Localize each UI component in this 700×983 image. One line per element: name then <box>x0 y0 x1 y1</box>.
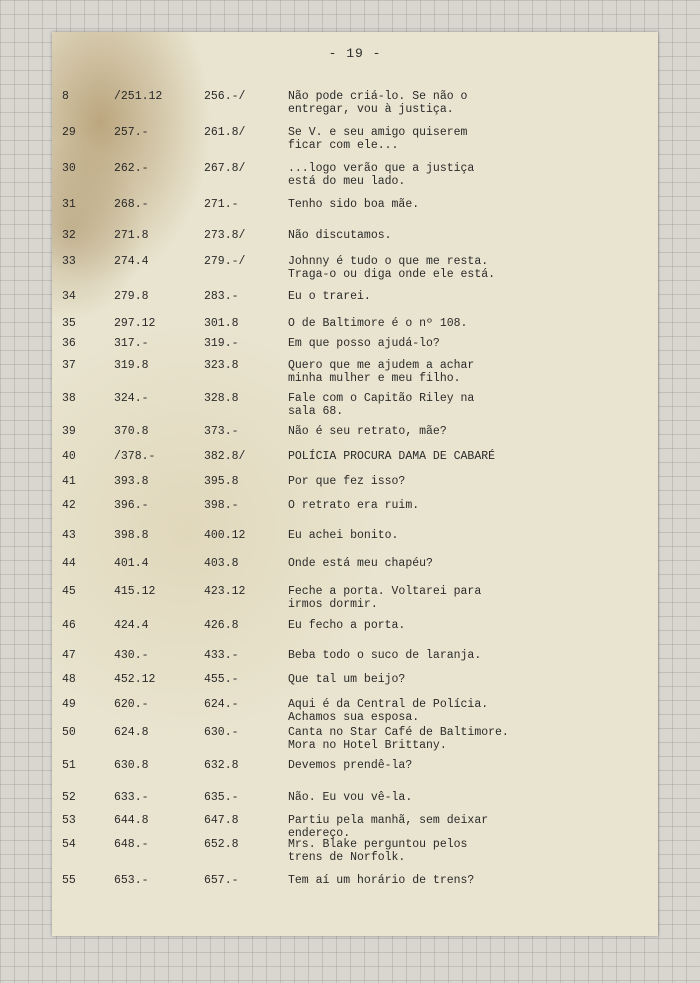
time-in: /251.12 <box>114 90 163 103</box>
subtitle-line: Feche a porta. Voltarei para <box>288 585 482 598</box>
time-out: 256.-/ <box>204 90 246 103</box>
subtitle-number: 30 <box>62 162 76 175</box>
time-in: 271.8 <box>114 229 149 242</box>
subtitle-text <box>288 126 648 152</box>
subtitle-text <box>288 649 648 662</box>
subtitle-line: Eu o trarei. <box>288 290 371 303</box>
time-in: 257.- <box>114 126 149 139</box>
subtitle-number: 38 <box>62 392 76 405</box>
subtitle-text <box>288 557 648 570</box>
time-in: 396.- <box>114 499 149 512</box>
time-out: 433.- <box>204 649 239 662</box>
subtitle-text <box>288 529 648 542</box>
subtitle-line: Não pode criá-lo. Se não o <box>288 90 468 103</box>
subtitle-number: 39 <box>62 425 76 438</box>
time-in: 274.4 <box>114 255 149 268</box>
subtitle-line: Partiu pela manhã, sem deixar <box>288 814 489 827</box>
subtitle-number: 55 <box>62 874 76 887</box>
time-out: 323.8 <box>204 359 239 372</box>
subtitle-line: ficar com ele... <box>288 139 399 152</box>
time-out: 400.12 <box>204 529 246 542</box>
subtitle-text <box>288 290 648 303</box>
subtitle-number: 47 <box>62 649 76 662</box>
time-in: 633.- <box>114 791 149 804</box>
subtitle-line: Que tal um beijo? <box>288 673 406 686</box>
subtitle-number: 53 <box>62 814 76 827</box>
subtitle-number: 36 <box>62 337 76 350</box>
time-in: 279.8 <box>114 290 149 303</box>
subtitle-number: 45 <box>62 585 76 598</box>
subtitle-number: 29 <box>62 126 76 139</box>
time-in: 370.8 <box>114 425 149 438</box>
subtitle-line: sala 68. <box>288 405 344 418</box>
subtitle-text <box>288 450 648 463</box>
subtitle-number: 33 <box>62 255 76 268</box>
subtitle-line: Quero que me ajudem a achar <box>288 359 475 372</box>
subtitle-number: 40 <box>62 450 76 463</box>
subtitle-line: Por que fez isso? <box>288 475 406 488</box>
time-in: 644.8 <box>114 814 149 827</box>
subtitle-text <box>288 162 648 188</box>
subtitle-line: Eu achei bonito. <box>288 529 399 542</box>
subtitle-line: está do meu lado. <box>288 175 406 188</box>
subtitle-text <box>288 698 648 724</box>
subtitle-line: Se V. e seu amigo quiserem <box>288 126 468 139</box>
time-in: 653.- <box>114 874 149 887</box>
time-in: 324.- <box>114 392 149 405</box>
subtitle-text <box>288 585 648 611</box>
time-out: 261.8/ <box>204 126 246 139</box>
subtitle-number: 43 <box>62 529 76 542</box>
time-out: 279.-/ <box>204 255 246 268</box>
time-out: 395.8 <box>204 475 239 488</box>
subtitle-line: Tenho sido boa mãe. <box>288 198 420 211</box>
subtitle-line: Não discutamos. <box>288 229 392 242</box>
subtitle-number: 44 <box>62 557 76 570</box>
subtitle-number: 52 <box>62 791 76 804</box>
time-out: 301.8 <box>204 317 239 330</box>
subtitle-text <box>288 317 648 330</box>
time-out: 657.- <box>204 874 239 887</box>
time-in: 630.8 <box>114 759 149 772</box>
subtitle-number: 54 <box>62 838 76 851</box>
subtitle-text <box>288 392 648 418</box>
subtitle-text <box>288 673 648 686</box>
subtitle-text <box>288 359 648 385</box>
time-in: 452.12 <box>114 673 156 686</box>
subtitle-text <box>288 499 648 512</box>
subtitle-line: Aqui é da Central de Polícia. <box>288 698 489 711</box>
time-out: 271.- <box>204 198 239 211</box>
time-out: 632.8 <box>204 759 239 772</box>
time-in: 415.12 <box>114 585 156 598</box>
subtitle-line: Johnny é tudo o que me resta. <box>288 255 489 268</box>
time-out: 423.12 <box>204 585 246 598</box>
subtitle-text <box>288 475 648 488</box>
subtitle-line: trens de Norfolk. <box>288 851 406 864</box>
time-out: 273.8/ <box>204 229 246 242</box>
subtitle-line: endereço. <box>288 827 351 840</box>
subtitle-line: Traga-o ou diga onde ele está. <box>288 268 496 281</box>
time-in: 398.8 <box>114 529 149 542</box>
subtitle-number: 34 <box>62 290 76 303</box>
subtitle-line: Devemos prendê-la? <box>288 759 413 772</box>
time-out: 455.- <box>204 673 239 686</box>
subtitle-text <box>288 726 648 752</box>
time-out: 635.- <box>204 791 239 804</box>
time-out: 624.- <box>204 698 239 711</box>
subtitle-text <box>288 229 648 242</box>
time-in: 297.12 <box>114 317 156 330</box>
time-in: 262.- <box>114 162 149 175</box>
time-in: 393.8 <box>114 475 149 488</box>
subtitle-number: 42 <box>62 499 76 512</box>
subtitle-line: O de Baltimore é o nº 108. <box>288 317 468 330</box>
subtitle-number: 46 <box>62 619 76 632</box>
subtitle-number: 31 <box>62 198 76 211</box>
subtitle-line: Eu fecho a porta. <box>288 619 406 632</box>
subtitle-line: Não é seu retrato, mãe? <box>288 425 447 438</box>
subtitle-text <box>288 619 648 632</box>
subtitle-text <box>288 90 648 116</box>
time-out: 426.8 <box>204 619 239 632</box>
subtitle-line: POLÍCIA PROCURA DAMA DE CABARÉ <box>288 450 496 463</box>
subtitle-text <box>288 814 648 840</box>
subtitle-line: Tem aí um horário de trens? <box>288 874 475 887</box>
subtitle-number: 48 <box>62 673 76 686</box>
subtitle-line: O retrato era ruim. <box>288 499 420 512</box>
subtitle-line: Canta no Star Café de Baltimore. <box>288 726 509 739</box>
time-out: 328.8 <box>204 392 239 405</box>
time-in: 624.8 <box>114 726 149 739</box>
time-out: 373.- <box>204 425 239 438</box>
time-in: 648.- <box>114 838 149 851</box>
time-out: 403.8 <box>204 557 239 570</box>
time-in: /378.- <box>114 450 156 463</box>
time-out: 398.- <box>204 499 239 512</box>
subtitle-line: Mora no Hotel Brittany. <box>288 739 447 752</box>
subtitle-number: 41 <box>62 475 76 488</box>
subtitle-line: Onde está meu chapéu? <box>288 557 433 570</box>
subtitle-text <box>288 198 648 211</box>
subtitle-line: ...logo verão que a justiça <box>288 162 475 175</box>
time-out: 630.- <box>204 726 239 739</box>
time-in: 424.4 <box>114 619 149 632</box>
subtitle-line: Achamos sua esposa. <box>288 711 420 724</box>
subtitle-text <box>288 337 648 350</box>
subtitle-line: Não. Eu vou vê-la. <box>288 791 413 804</box>
time-out: 382.8/ <box>204 450 246 463</box>
subtitle-text <box>288 255 648 281</box>
typed-sheet <box>52 32 658 936</box>
subtitle-number: 8 <box>62 90 69 103</box>
time-out: 647.8 <box>204 814 239 827</box>
subtitle-text <box>288 759 648 772</box>
subtitle-text <box>288 425 648 438</box>
subtitle-text <box>288 874 648 887</box>
subtitle-line: minha mulher e meu filho. <box>288 372 461 385</box>
subtitle-number: 51 <box>62 759 76 772</box>
time-in: 401.4 <box>114 557 149 570</box>
subtitle-number: 49 <box>62 698 76 711</box>
page-number: - 19 - <box>328 46 382 61</box>
subtitle-line: Em que posso ajudá-lo? <box>288 337 440 350</box>
time-in: 268.- <box>114 198 149 211</box>
subtitle-line: Fale com o Capitão Riley na <box>288 392 475 405</box>
time-in: 317.- <box>114 337 149 350</box>
subtitle-number: 32 <box>62 229 76 242</box>
subtitle-number: 37 <box>62 359 76 372</box>
subtitle-line: entregar, vou à justiça. <box>288 103 454 116</box>
subtitle-line: Beba todo o suco de laranja. <box>288 649 482 662</box>
time-out: 319.- <box>204 337 239 350</box>
time-out: 652.8 <box>204 838 239 851</box>
subtitle-text <box>288 791 648 804</box>
subtitle-number: 35 <box>62 317 76 330</box>
subtitle-line: Mrs. Blake perguntou pelos <box>288 838 468 851</box>
subtitle-number: 50 <box>62 726 76 739</box>
subtitle-text <box>288 838 648 864</box>
time-out: 283.- <box>204 290 239 303</box>
time-in: 620.- <box>114 698 149 711</box>
time-out: 267.8/ <box>204 162 246 175</box>
subtitle-line: irmos dormir. <box>288 598 378 611</box>
time-in: 430.- <box>114 649 149 662</box>
time-in: 319.8 <box>114 359 149 372</box>
